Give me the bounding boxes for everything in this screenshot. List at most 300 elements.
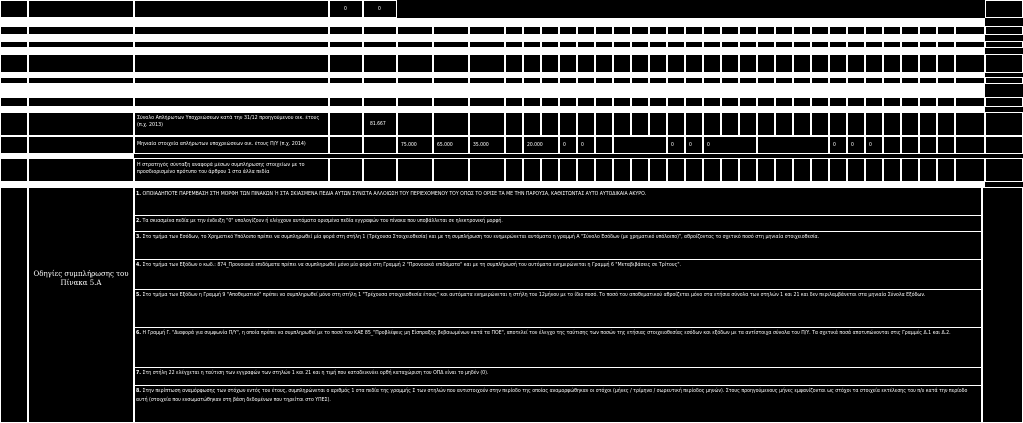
white-band bbox=[0, 18, 985, 26]
grid-cell bbox=[721, 77, 739, 84]
grid-cell bbox=[0, 112, 28, 136]
grid-cell[interactable] bbox=[363, 112, 397, 136]
grid-cell bbox=[577, 112, 595, 136]
instruction-text: Τα σκιασμένα πεδία με την ένδειξη "0" υπολογίζουν ή ελέγχουν αυτόματα ορισμένα πεδία εγγραφών του πίνακα που υποβάλλεται σε ηλεκτρονική μορφή. bbox=[142, 218, 503, 224]
grid-cell bbox=[901, 136, 919, 154]
monthly-value-cell[interactable] bbox=[829, 136, 847, 154]
grid-cell bbox=[703, 97, 721, 107]
grid-cell bbox=[469, 54, 505, 73]
grid-cell bbox=[541, 26, 559, 35]
white-band bbox=[0, 84, 985, 97]
grid-cell bbox=[883, 136, 901, 154]
grid-cell bbox=[937, 97, 955, 107]
grid-cell bbox=[559, 97, 577, 107]
monthly-value-cell[interactable] bbox=[613, 136, 667, 154]
grid-cell bbox=[703, 77, 721, 84]
grid-cell bbox=[28, 41, 134, 48]
grid-cell bbox=[811, 41, 829, 48]
grid-cell bbox=[595, 41, 613, 48]
grid-cell bbox=[134, 97, 329, 107]
grid-cell bbox=[883, 112, 901, 136]
grid-cell bbox=[667, 41, 685, 48]
grid-cell bbox=[523, 158, 541, 182]
instruction-item bbox=[134, 386, 982, 423]
instruction-text: ΟΠΟΙΑΔΗΠΟΤΕ ΠΑΡΕΜΒΑΣΗ ΣΤΗ ΜΟΡΦΗ ΤΩΝ ΠΙΝΑΚΩΝ Ή ΣΤΑ ΣΚΙΑΣΜΕΝΑ ΠΕΔΙΑ ΑΥΤΩΝ ΣΥΝΙΣΤΑ ΑΛΛΟΙΩΣΗ ΤΟΥ ΠΕΡΙΕΧΟΜΕΝΟΥ ΤΟΥ ΟΠΩΣ ΤΟ ΟΡΙΣΕ ΤΑ ΜΕ ΤΗΝ ΠΑΡΟΥΣΑ, ΚΑΘΙΣΤΩΝΤΑΣ ΑΥΤΟ ΑΥΤΟΔΙΚΑΙΑ ΑΚΥΡΟ. bbox=[142, 191, 647, 197]
grid-cell bbox=[811, 54, 829, 73]
instruction-number: 4. bbox=[136, 262, 142, 268]
grid-cell bbox=[901, 54, 919, 73]
grid-cell bbox=[985, 136, 1023, 154]
grid-cell bbox=[721, 112, 739, 136]
instruction-number: 2. bbox=[136, 218, 142, 224]
grid-cell bbox=[829, 158, 847, 182]
grid-cell bbox=[955, 97, 985, 107]
grid-cell bbox=[739, 97, 757, 107]
monthly-value: 0 bbox=[689, 142, 692, 148]
grid-cell bbox=[811, 112, 829, 136]
grid-cell bbox=[469, 158, 505, 182]
grid-cell bbox=[397, 41, 433, 48]
grid-cell bbox=[955, 77, 985, 84]
grid-cell bbox=[0, 77, 28, 84]
grid-cell bbox=[847, 158, 865, 182]
grid-cell bbox=[397, 158, 433, 182]
grid-cell bbox=[721, 97, 739, 107]
grid-cell bbox=[847, 77, 865, 84]
grid-cell bbox=[28, 97, 134, 107]
grid-cell bbox=[631, 158, 649, 182]
grid-cell bbox=[865, 41, 883, 48]
grid-cell bbox=[739, 26, 757, 35]
grid-cell bbox=[523, 54, 541, 73]
top-value-1: 0 bbox=[344, 6, 347, 12]
monthly-value: 0 bbox=[851, 142, 854, 148]
instruction-item bbox=[134, 189, 982, 216]
instruction-text: Στο τμήμα των Εξόδων η Γραμμή 9 "Αποθεματικό" πρέπει να συμπληρωθεί μόνο στη στήλη 1 "Τρέχουσα στοιχειοθεσία έτους" και αυτόματα ενημερώνεται η στήλη του 12μήνου με το ίδιο ποσό. Το ποσό του αποθεματικού αθροίζεται μόνο στα ετήσια σύνολα των στηλών 1 και 21 και δεν περιλαμβάνεται στα μηνιαία Σύνολα Εξόδων. bbox=[142, 292, 926, 298]
remarks-label: Η στρατηγός σύνταξη αναφορά μέσων συμπλήρωσης στοιχείων με το προσδιορισμένο πρότυπο του άρθρου 1 στα άλλα πεδία bbox=[137, 162, 305, 175]
grid-cell bbox=[577, 97, 595, 107]
instruction-number: 7. bbox=[136, 370, 142, 376]
monthly-value-cell[interactable] bbox=[685, 136, 703, 154]
grid-cell bbox=[397, 54, 433, 73]
grid-cell bbox=[739, 158, 757, 182]
grid-cell bbox=[847, 54, 865, 73]
grid-cell bbox=[703, 54, 721, 73]
grid-cell bbox=[955, 136, 985, 154]
closing-balance-value: 81.667 bbox=[370, 121, 386, 127]
monthly-value-cell[interactable] bbox=[433, 136, 469, 154]
grid-cell bbox=[955, 41, 985, 48]
grid-cell bbox=[757, 26, 775, 35]
monthly-value-cell[interactable] bbox=[523, 136, 559, 154]
grid-cell bbox=[559, 41, 577, 48]
grid-cell bbox=[985, 158, 1023, 182]
white-band bbox=[0, 154, 134, 158]
grid-cell bbox=[363, 136, 397, 154]
grid-cell bbox=[901, 77, 919, 84]
monthly-value: 0 bbox=[581, 142, 584, 148]
grid-cell bbox=[505, 77, 523, 84]
grid-cell bbox=[595, 97, 613, 107]
instruction-number: 6. bbox=[136, 330, 142, 336]
grid-cell bbox=[595, 77, 613, 84]
grid-cell bbox=[919, 158, 937, 182]
grid-cell bbox=[631, 112, 649, 136]
grid-cell bbox=[703, 26, 721, 35]
grid-cell bbox=[397, 77, 433, 84]
grid-cell bbox=[865, 112, 883, 136]
grid-cell bbox=[985, 26, 1023, 35]
grid-cell bbox=[775, 26, 793, 35]
grid-cell bbox=[0, 0, 28, 18]
grid-cell bbox=[901, 112, 919, 136]
grid-cell bbox=[577, 77, 595, 84]
grid-cell bbox=[631, 97, 649, 107]
grid-cell bbox=[865, 54, 883, 73]
grid-cell bbox=[541, 54, 559, 73]
monthly-value: 0 bbox=[671, 142, 674, 148]
grid-cell bbox=[329, 97, 363, 107]
grid-cell bbox=[685, 26, 703, 35]
grid-cell bbox=[937, 54, 955, 73]
grid-cell bbox=[631, 26, 649, 35]
grid-cell bbox=[134, 26, 329, 35]
monthly-value: 0 bbox=[563, 142, 566, 148]
grid-cell bbox=[329, 136, 363, 154]
grid-cell bbox=[937, 112, 955, 136]
grid-cell bbox=[28, 158, 134, 182]
grid-cell bbox=[985, 54, 1023, 73]
grid-cell bbox=[363, 41, 397, 48]
grid-cell bbox=[134, 112, 329, 136]
grid-cell bbox=[955, 158, 985, 182]
grid-cell bbox=[523, 97, 541, 107]
grid-cell bbox=[793, 97, 811, 107]
grid-cell bbox=[685, 158, 703, 182]
grid-cell bbox=[649, 26, 667, 35]
grid-cell bbox=[865, 26, 883, 35]
instruction-number: 1. bbox=[136, 191, 142, 197]
instruction-text: Στη στήλη 22 ελέγχεται η ταύτιση των εγγραφών των στηλών 1 και 21 και η τιμή που καταδεικνύει ορθή καταχώριση του ΟΠΔ είναι το μηδέν (0). bbox=[142, 370, 489, 376]
grid-cell[interactable] bbox=[363, 0, 397, 18]
grid-cell bbox=[559, 77, 577, 84]
grid-cell bbox=[329, 77, 363, 84]
grid-cell bbox=[937, 26, 955, 35]
grid-cell bbox=[901, 158, 919, 182]
grid-cell bbox=[649, 41, 667, 48]
grid-cell bbox=[631, 77, 649, 84]
grid-cell bbox=[847, 97, 865, 107]
grid-cell bbox=[919, 41, 937, 48]
grid-cell bbox=[613, 158, 631, 182]
monthly-payments-label: Μηνιαία στοιχεία απλήρωτων υποχρεώσεων οικ. έτους Π/Υ (π.χ. 2014) bbox=[137, 141, 306, 147]
grid-cell bbox=[667, 97, 685, 107]
instruction-text: Στην περίπτωση αναμόρφωσης των στόχων εντός του έτους, συμπληρώνεται ο αριθμός 1 στα πεδία της γραμμής Σ των στηλών που αντιστοιχούν στην περίοδο της οποίας αναμορφώθηκαν οι στόχοι (μήνες / τρίμηνα / σωρευτική περίοδος μηνών). Στους προηγούμενους μήνες εμφανίζονται ως στόχοι τα στοιχεία εκτέλεσης του π/υ κατά την περίοδο αυτή (στοιχεία που ενσωματώθηκαν στη βάση δεδομένων που τηρείται στο ΥΠΕΣ). bbox=[136, 388, 968, 403]
grid-cell bbox=[721, 26, 739, 35]
grid-cell bbox=[811, 158, 829, 182]
instruction-number: 3. bbox=[136, 234, 142, 240]
monthly-value-cell[interactable] bbox=[559, 136, 577, 154]
grid-cell bbox=[329, 26, 363, 35]
grid-cell bbox=[775, 112, 793, 136]
monthly-value-cell[interactable] bbox=[505, 136, 523, 154]
grid-cell bbox=[829, 112, 847, 136]
grid-cell bbox=[793, 77, 811, 84]
grid-cell bbox=[28, 187, 134, 423]
grid-cell bbox=[757, 158, 775, 182]
grid-cell bbox=[134, 77, 329, 84]
instruction-text: Στο τμήμα των Εξόδων ο κωδ.: 874_Προνοιακά επιδόματα πρέπει να συμπληρωθεί μόνο μία φορά στη Γραμμή 2 "Προνοιακά επιδόματα" και με τη συμπλήρωσή του αυτόματα ενημερώνεται η Γραμμή 6 "Μεταβιβάσεις σε Τρίτους". bbox=[142, 262, 681, 268]
grid-cell bbox=[28, 77, 134, 84]
grid-cell bbox=[363, 97, 397, 107]
grid-cell bbox=[397, 26, 433, 35]
monthly-value-cell[interactable] bbox=[397, 136, 433, 154]
monthly-value-cell[interactable] bbox=[595, 136, 613, 154]
grid-cell bbox=[505, 41, 523, 48]
grid-cell bbox=[901, 41, 919, 48]
grid-cell bbox=[0, 136, 28, 154]
grid-cell bbox=[739, 41, 757, 48]
grid-cell bbox=[433, 54, 469, 73]
grid-cell bbox=[793, 41, 811, 48]
grid-cell bbox=[505, 112, 523, 136]
grid-cell bbox=[685, 112, 703, 136]
grid-cell bbox=[811, 77, 829, 84]
grid-cell bbox=[757, 112, 775, 136]
grid-cell bbox=[985, 112, 1023, 136]
instruction-item bbox=[134, 232, 982, 260]
grid-cell bbox=[883, 41, 901, 48]
grid-cell bbox=[433, 77, 469, 84]
grid-cell bbox=[0, 97, 28, 107]
grid-cell bbox=[469, 77, 505, 84]
grid-cell bbox=[559, 54, 577, 73]
grid-cell bbox=[433, 26, 469, 35]
grid-cell bbox=[469, 97, 505, 107]
grid-cell bbox=[811, 97, 829, 107]
grid-cell bbox=[829, 41, 847, 48]
monthly-value-cell[interactable] bbox=[703, 136, 757, 154]
grid-cell bbox=[937, 77, 955, 84]
grid-cell bbox=[363, 158, 397, 182]
grid-cell bbox=[829, 77, 847, 84]
grid-cell bbox=[613, 97, 631, 107]
grid-cell bbox=[28, 136, 134, 154]
grid-cell bbox=[739, 77, 757, 84]
monthly-value: 65.000 bbox=[437, 142, 453, 148]
grid-cell bbox=[793, 112, 811, 136]
grid-cell bbox=[757, 97, 775, 107]
grid-cell bbox=[595, 54, 613, 73]
grid-cell bbox=[631, 41, 649, 48]
grid-cell bbox=[775, 41, 793, 48]
grid-cell bbox=[757, 54, 775, 73]
grid-cell bbox=[955, 54, 985, 73]
grid-cell bbox=[505, 158, 523, 182]
grid-cell bbox=[829, 97, 847, 107]
grid-cell bbox=[919, 54, 937, 73]
grid-cell bbox=[919, 136, 937, 154]
grid-cell bbox=[0, 41, 28, 48]
grid-cell bbox=[919, 97, 937, 107]
grid-cell bbox=[523, 77, 541, 84]
monthly-value: 0 bbox=[869, 142, 872, 148]
grid-cell bbox=[865, 158, 883, 182]
grid-cell bbox=[955, 112, 985, 136]
grid-cell bbox=[329, 112, 363, 136]
instruction-text: Στο τμήμα των Εσόδων, το Χρηματικό Υπόλοιπο πρέπει να συμπληρωθεί μία φορά στη στήλη 1 (Τρέχουσα Στοιχειοθεσία) και με τη συμπλήρωση του ενημερώνεται αυτόματα η γραμμή Α "Σύνολο Εσόδων (με χρηματικό υπόλοιπο)", αθροίζοντας το σχετικό ποσό στη μηνιαία στοιχειοθεσία. bbox=[142, 234, 820, 240]
grid-cell bbox=[793, 158, 811, 182]
grid-cell bbox=[613, 77, 631, 84]
grid-cell bbox=[685, 54, 703, 73]
monthly-value-cell[interactable] bbox=[667, 136, 685, 154]
grid-cell bbox=[613, 112, 631, 136]
grid-cell bbox=[847, 112, 865, 136]
instructions-header: Οδηγίες συμπλήρωσης του Πίνακα 5.Α bbox=[33, 270, 129, 287]
grid-cell bbox=[775, 158, 793, 182]
grid-cell bbox=[919, 77, 937, 84]
grid-cell bbox=[469, 41, 505, 48]
monthly-value: 0 bbox=[707, 142, 710, 148]
grid-cell bbox=[829, 26, 847, 35]
grid-cell bbox=[433, 41, 469, 48]
grid-cell bbox=[649, 77, 667, 84]
grid-cell bbox=[134, 41, 329, 48]
grid-cell bbox=[613, 26, 631, 35]
grid-cell bbox=[363, 26, 397, 35]
grid-cell bbox=[469, 26, 505, 35]
grid-cell bbox=[595, 26, 613, 35]
grid-cell bbox=[523, 112, 541, 136]
grid-cell bbox=[667, 112, 685, 136]
grid-cell bbox=[883, 158, 901, 182]
grid-cell bbox=[919, 112, 937, 136]
grid-cell bbox=[649, 54, 667, 73]
instruction-item bbox=[134, 260, 982, 290]
monthly-value-cell[interactable] bbox=[469, 136, 505, 154]
grid-cell bbox=[505, 26, 523, 35]
grid-cell bbox=[667, 158, 685, 182]
grid-cell bbox=[685, 77, 703, 84]
grid-cell bbox=[955, 26, 985, 35]
grid-cell bbox=[134, 136, 329, 154]
grid-cell bbox=[631, 54, 649, 73]
grid-cell bbox=[559, 158, 577, 182]
grid-cell bbox=[757, 41, 775, 48]
grid-cell bbox=[363, 54, 397, 73]
grid-cell bbox=[937, 158, 955, 182]
grid-cell[interactable] bbox=[329, 0, 363, 18]
grid-cell bbox=[985, 0, 1023, 18]
closing-balance-label: Σύνολο Απλήρωτων Υποχρεώσεων κατά την 31/12 προηγούμενου οικ. έτους (π.χ. 2013) bbox=[137, 115, 320, 128]
grid-cell bbox=[985, 41, 1023, 48]
grid-cell bbox=[541, 112, 559, 136]
grid-cell bbox=[775, 77, 793, 84]
monthly-value: 75.000 bbox=[401, 142, 417, 148]
instruction-item bbox=[134, 216, 982, 232]
grid-cell bbox=[28, 54, 134, 73]
grid-cell bbox=[739, 112, 757, 136]
grid-cell bbox=[397, 112, 433, 136]
grid-cell bbox=[28, 0, 134, 18]
monthly-value: 0 bbox=[833, 142, 836, 148]
monthly-value-cell[interactable] bbox=[865, 136, 883, 154]
grid-cell bbox=[0, 26, 28, 35]
grid-cell bbox=[577, 158, 595, 182]
grid-cell bbox=[829, 54, 847, 73]
grid-cell bbox=[469, 112, 505, 136]
grid-cell bbox=[703, 112, 721, 136]
grid-cell bbox=[541, 77, 559, 84]
grid-cell bbox=[595, 112, 613, 136]
grid-cell bbox=[919, 26, 937, 35]
grid-cell bbox=[982, 187, 1023, 423]
grid-cell bbox=[811, 26, 829, 35]
grid-cell bbox=[703, 41, 721, 48]
instruction-item bbox=[134, 290, 982, 328]
grid-cell bbox=[541, 41, 559, 48]
grid-cell bbox=[985, 97, 1023, 107]
grid-cell bbox=[775, 97, 793, 107]
monthly-value-cell[interactable] bbox=[847, 136, 865, 154]
grid-cell bbox=[847, 41, 865, 48]
instruction-number: 8. bbox=[136, 388, 142, 394]
top-value-2: 0 bbox=[378, 6, 381, 12]
grid-cell bbox=[667, 77, 685, 84]
grid-cell bbox=[541, 158, 559, 182]
grid-cell bbox=[721, 54, 739, 73]
instruction-number: 5. bbox=[136, 292, 142, 298]
monthly-value: 20.000 bbox=[527, 142, 543, 148]
grid-cell bbox=[985, 77, 1023, 84]
grid-cell bbox=[397, 97, 433, 107]
grid-cell bbox=[721, 41, 739, 48]
grid-cell bbox=[685, 41, 703, 48]
monthly-value-cell[interactable] bbox=[757, 136, 829, 154]
instruction-item bbox=[134, 328, 982, 368]
grid-cell bbox=[793, 26, 811, 35]
grid-cell bbox=[523, 41, 541, 48]
grid-cell bbox=[739, 54, 757, 73]
grid-cell bbox=[134, 0, 329, 18]
instruction-item bbox=[134, 368, 982, 386]
grid-cell bbox=[775, 54, 793, 73]
grid-cell bbox=[577, 54, 595, 73]
grid-cell bbox=[937, 136, 955, 154]
grid-cell bbox=[577, 26, 595, 35]
grid-cell bbox=[883, 77, 901, 84]
grid-cell bbox=[937, 41, 955, 48]
grid-cell bbox=[667, 54, 685, 73]
grid-cell bbox=[433, 158, 469, 182]
grid-cell bbox=[649, 112, 667, 136]
grid-cell bbox=[649, 158, 667, 182]
grid-cell bbox=[0, 158, 28, 182]
grid-cell bbox=[523, 26, 541, 35]
grid-cell bbox=[134, 158, 329, 182]
instruction-text: Η Γραμμή Γ. "Διαφορά για συμφωνία Π/Υ", η οποία πρέπει να συμπληρωθεί με το ποσό του ΚΑΕ 85_"Προβλέψεις μη Είσπραξης βεβαιωμένων κατά τα ΠΟΕ", αποτελεί τον έλεγχο της ταύτισης των ποσών της ετήσιας στοιχειοθεσίας εσόδων και εξόδων με τα αντίστοιχα σύνολα του Π/Υ. Τα σχετικά ποσά αποτυπώνονται στις Γραμμές Δ.1 και Δ.2. bbox=[142, 330, 951, 336]
grid-cell bbox=[329, 158, 363, 182]
grid-cell bbox=[0, 187, 28, 423]
grid-cell bbox=[329, 41, 363, 48]
monthly-value: 35.000 bbox=[473, 142, 489, 148]
grid-cell bbox=[0, 54, 28, 73]
grid-cell bbox=[865, 77, 883, 84]
grid-cell bbox=[901, 26, 919, 35]
monthly-value-cell[interactable] bbox=[577, 136, 595, 154]
grid-cell bbox=[28, 26, 134, 35]
grid-cell bbox=[721, 158, 739, 182]
